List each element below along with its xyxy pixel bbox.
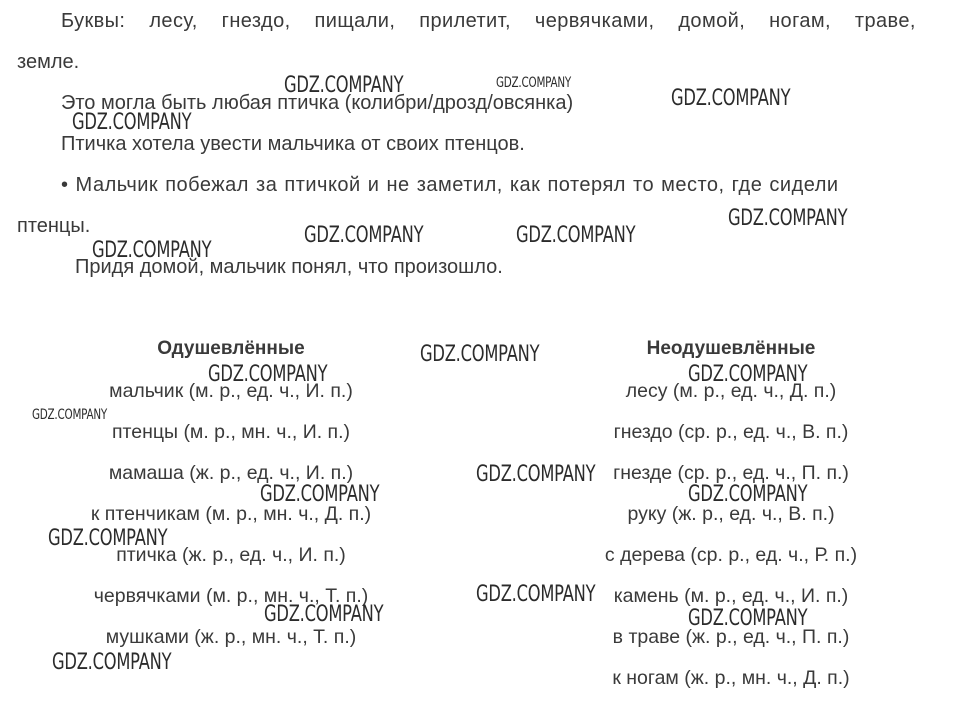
animate-cell: мушками (ж. р., мн. ч., Т. п.): [105, 626, 357, 648]
watermark: GDZ.COMPANY: [688, 482, 808, 507]
inanimate-cell: лесу (м. р., ед. ч., Д. п.): [625, 380, 837, 402]
watermark: GDZ.COMPANY: [72, 110, 192, 135]
watermark: GDZ.COMPANY: [284, 73, 404, 98]
animate-cell: мальчик (м. р., ед. ч., И. п.): [109, 380, 353, 402]
text-line-letters-cont: земле.: [17, 51, 80, 73]
watermark: GDZ.COMPANY: [688, 606, 808, 631]
watermark: GDZ.COMPANY: [260, 482, 380, 507]
animate-cell: червячками (м. р., мн. ч., Т. п.): [93, 585, 369, 607]
inanimate-cell: в траве (ж. р., ед. ч., П. п.): [612, 626, 850, 648]
header-inanimate: Неодушевлённые: [646, 338, 816, 359]
text-line-boy-cont: птенцы.: [17, 215, 91, 237]
watermark: GDZ.COMPANY: [496, 75, 572, 91]
text-line-boy: • Мальчик побежал за птичкой и не заметил, как потерял то место, где сидели: [61, 174, 839, 196]
watermark: GDZ.COMPANY: [304, 223, 424, 248]
watermark: GDZ.COMPANY: [208, 362, 328, 387]
watermark: GDZ.COMPANY: [688, 362, 808, 387]
text-line-home: Придя домой, мальчик понял, что произошло.: [75, 256, 503, 278]
inanimate-cell: с дерева (ср. р., ед. ч., Р. п.): [604, 544, 858, 566]
inanimate-cell: гнездо (ср. р., ед. ч., В. п.): [613, 421, 849, 443]
watermark: GDZ.COMPANY: [420, 342, 540, 367]
watermark: GDZ.COMPANY: [476, 462, 596, 487]
text-line-letters: Буквы: лесу, гнездо, пищали, прилетит, червячками, домой, ногам, траве,: [61, 10, 916, 32]
watermark: GDZ.COMPANY: [92, 238, 212, 263]
inanimate-cell: камень (м. р., ед. ч., И. п.): [613, 585, 849, 607]
watermark: GDZ.COMPANY: [48, 526, 168, 551]
watermark: GDZ.COMPANY: [671, 86, 791, 111]
header-animate: Одушевлённые: [157, 338, 305, 359]
animate-cell: птенцы (м. р., мн. ч., И. п.): [111, 421, 351, 443]
watermark: GDZ.COMPANY: [728, 206, 848, 231]
watermark: GDZ.COMPANY: [264, 602, 384, 627]
watermark: GDZ.COMPANY: [476, 582, 596, 607]
text-line-purpose: Птичка хотела увести мальчика от своих птенцов.: [61, 133, 525, 155]
inanimate-cell: руку (ж. р., ед. ч., В. п.): [627, 503, 835, 525]
inanimate-cell: гнезде (ср. р., ед. ч., П. п.): [613, 462, 849, 484]
animate-cell: мамаша (ж. р., ед. ч., И. п.): [108, 462, 354, 484]
watermark: GDZ.COMPANY: [52, 650, 172, 675]
inanimate-cell: к ногам (ж. р., мн. ч., Д. п.): [612, 667, 850, 689]
text-line-bird: Это могла быть любая птичка (колибри/дрозд/овсянка): [61, 92, 574, 114]
watermark: GDZ.COMPANY: [32, 407, 108, 423]
animate-cell: птичка (ж. р., ед. ч., И. п.): [116, 544, 346, 566]
watermark: GDZ.COMPANY: [516, 223, 636, 248]
animate-cell: к птенчикам (м. р., мн. ч., Д. п.): [90, 503, 372, 525]
